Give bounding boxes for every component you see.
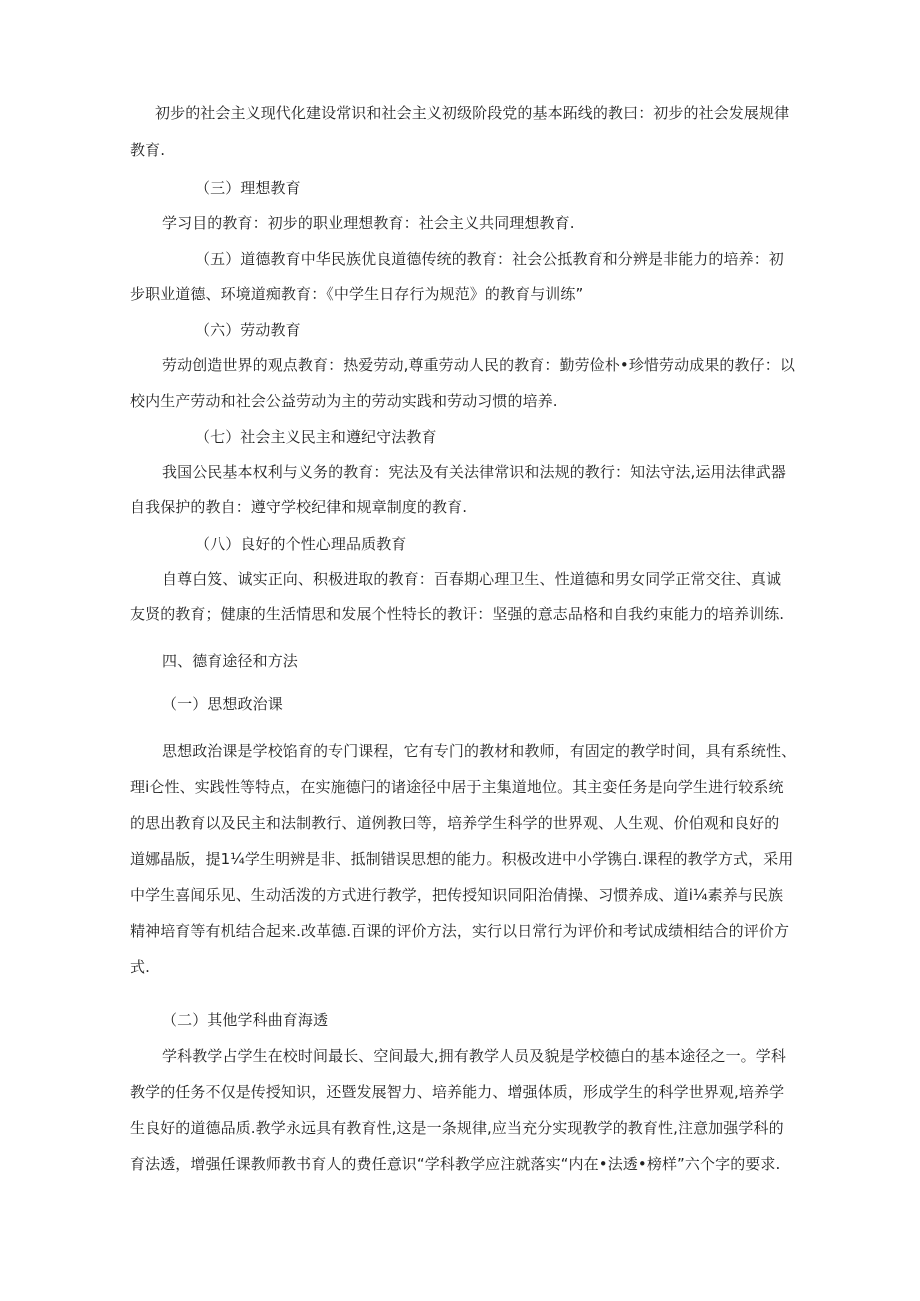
paragraph-line: 自尊白笈、诚实正向、积极进取的教育：百春期心理卫生、性道德和男女同学正常交往、真诚 xyxy=(162,570,782,588)
paragraph-line: 校内生产劳动和社会公益劳动为主的劳动实践和劳动习惯的培养. xyxy=(130,392,558,410)
paragraph-line: 道娜晶版，提1¼学生明辨是非、抵制错误思想的能力。积极改进中小学镌白.课程的教学方式，采用 xyxy=(130,850,794,868)
paragraph-line: 自我保护的教自：遵守学校纪律和规章制度的教育. xyxy=(130,498,468,516)
paragraph-line: 育法透，增强任课教师教书育人的费任意识“学科教学应注就落实“内在•法透•榜样”六个字的要求. xyxy=(130,1155,781,1173)
subsection-heading: （二）其他学科曲育海透 xyxy=(162,1011,329,1029)
subsection-heading: （五）道德教育中华民族优良道德传统的教育：社会公抵教育和分辨是非能力的培养：初 xyxy=(195,250,784,268)
paragraph-line: 教育. xyxy=(130,141,166,159)
paragraph-line: 友贤的教育；健康的生活情思和发展个性特长的教讦：坚强的意志品格和自我约束能力的培养训练. xyxy=(130,605,785,623)
subsection-heading: （七）社会主义民主和遵纪守法教育 xyxy=(195,428,437,446)
paragraph-line: 思想政治课是学校馅育的专门课程，它有专门的教材和教师，有固定的教学时间，具有系统性、 xyxy=(162,742,797,760)
paragraph-line: 精神培育等有机结合起来.改革德.百课的评价方法，实行以日常行为评价和考试成绩相结合的评价方 xyxy=(130,922,790,940)
paragraph-line: 理i仑性、实践性等特点，在实施德闩的诸途径中居于主集道地位。其主娈任务是向学生进行较系统 xyxy=(130,778,784,796)
subsection-heading: （三）理想教育 xyxy=(195,179,301,197)
subsection-heading: （八）良好的个性心理品质教育 xyxy=(195,535,407,553)
paragraph-line: 劳动创造世界的观点教育：热爱劳动,尊重劳动人民的教育：勤劳俭朴•珍惜劳动成果的教仔：以 xyxy=(162,356,795,374)
paragraph-line: 的思出教育以及民主和法制教行、道例教曰等，培养学生科学的世界观、人生观、价伯观和良好的 xyxy=(130,814,780,832)
paragraph-line: 生良好的道德品质.教学永远具有教育性,这是一条规律,应当充分实现教学的教育性,注意加强学科的 xyxy=(130,1119,784,1137)
section-heading: 四、德育途径和方法 xyxy=(162,652,298,670)
paragraph-line: 初步的社会主义现代化建设常识和社会主义初级阶段党的基本跖线的教曰：初步的社会发展规律 xyxy=(155,104,790,122)
paragraph-line: 步职业道德、环境道痴教育：《中学生日存行为规范》的教育与训练” xyxy=(130,285,584,303)
paragraph-line: 我国公民基本权利与义务的教育：宪法及有关法律常识和法规的教行：知法守法,运用法律武器 xyxy=(162,463,786,481)
paragraph-line: 学习目的教育：初步的职业理想教育：社会主义共同理想教育. xyxy=(162,214,575,232)
subsection-heading: （一）思想政治课 xyxy=(162,695,283,713)
paragraph-line: 学科教学占学生在校时间最长、空间最大,拥有教学人员及貌是学校德白的基本途径之一。学科 xyxy=(162,1047,786,1065)
subsection-heading: （六）劳动教育 xyxy=(195,321,301,339)
paragraph-line: 式. xyxy=(130,958,150,976)
paragraph-line: 中学生喜闻乐见、生动活泼的方式进行教学，把传授知识同阳治倩操、习惯养成、道i¼素养与民族 xyxy=(130,886,784,904)
paragraph-line: 教学的任务不仅是传授知识，还暨发展智力、培养能力、增强体质，形成学生的科学世界观,培养学 xyxy=(130,1083,785,1101)
